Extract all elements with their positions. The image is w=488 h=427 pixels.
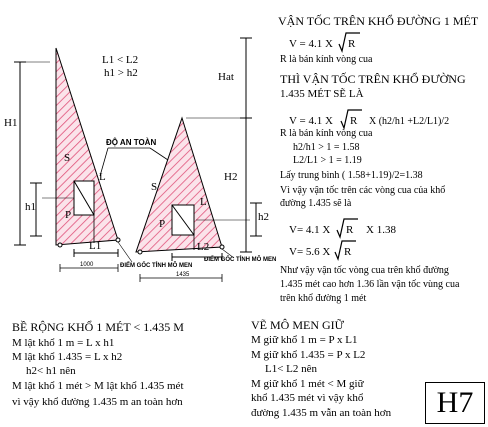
conclusion-2-line-1: Như vậy vận tốc vòng cua trên khổ đường [280,265,449,276]
label-H1: H1 [4,117,18,129]
label-Hat: Hat [218,71,234,83]
formula-3-prefix: V= 4.1 X [289,224,331,236]
formula-3-radicand: R [346,224,354,236]
formula-2-radicand: R [350,115,358,127]
moment-line-4: M giữ khổ 1 mét < M giữ [251,378,364,390]
average-text: Lấy trung bình ( 1.58+1.19)/2=1.38 [280,170,423,181]
conclusion-2-line-3: trên khổ đường 1 mét [280,293,367,304]
label-do-an-toan: ĐỘ AN TOÀN [106,138,157,147]
velocity-title-2-line-2: 1.435 MÉT SẼ LÀ [280,88,364,100]
note-1: R là bán kính vòng cua [280,54,373,65]
condition-line-2: h1 > h2 [104,67,138,79]
velocity-title-2-line-1: THÌ VẬN TỐC TRÊN KHỔ ĐƯỜNG [280,72,466,86]
note-2: R là bán kính vòng cua [280,128,373,139]
formula-2-suffix: X (h2/h1 +L2/L1)/2 [369,116,450,127]
formula-1-prefix: V = 4.1 X [289,38,333,50]
label-H2: H2 [224,171,238,183]
width-line-2: M lật khổ 1.435 = L x h2 [12,351,123,363]
formula-4-radicand: R [344,246,352,258]
formula-4-prefix: V= 5.6 X [289,246,331,258]
label-S-right: S [151,181,158,193]
velocity-title: VẬN TỐC TRÊN KHỔ ĐƯỜNG 1 MÉT [278,14,479,28]
moment-line-3: L1< L2 nên [265,363,318,375]
condition-line-1: L1 < L2 [102,54,139,66]
width-line-3: h2< h1 nên [26,365,76,377]
label-P-left: P [65,209,72,221]
label-L2: L2 [197,241,210,253]
moment-line-5: khổ 1.435 mét vì vậy khổ [251,392,364,404]
width-section-title: BỀ RỘNG KHỔ 1 MÉT < 1.435 M [12,320,184,334]
conclusion-2-line-2: 1.435 mét cao hơn 1.36 lần vận tốc vùng cua [280,279,460,290]
label-pivot-right: ĐIỂM GỐC TỈNH MÔ MEN [204,257,277,263]
moment-line-6: đường 1.435 m vẫn an toàn hơn [251,407,392,419]
moment-line-2: M giữ khổ 1.435 = P x L2 [251,349,366,361]
label-S-left: S [64,152,71,164]
conclusion-1-line-2: đường 1.435 sẽ là [280,198,352,209]
label-L-right: L [200,196,207,208]
width-line-5: vì vậy khổ đường 1.435 m an toàn hơn [12,396,183,408]
left-pivot [116,238,120,242]
label-1435: 1435 [176,272,190,278]
label-L-left: L [99,171,106,183]
formula-1-radicand: R [348,38,356,50]
label-h1: h1 [25,201,36,213]
moment-section-title: VẼ MÔ MEN GIỮ [251,318,344,332]
label-P-right: P [159,218,166,230]
ratio-L: L2/L1 > 1 = 1.19 [293,155,362,166]
width-line-1: M lật khổ 1 m = L x h1 [12,337,115,349]
formula-3-suffix: X 1.38 [366,224,396,236]
label-pivot-left: ĐIỂM GỐC TỈNH MÔ MEN [120,263,193,269]
label-1000: 1000 [80,262,94,268]
conclusion-1-line-1: Vì vậy vận tốc trên các vòng cua của khổ [280,185,446,196]
ratio-h: h2/h1 > 1 = 1.58 [293,142,360,153]
label-L1: L1 [89,240,102,252]
figure-badge: H7 [425,382,485,424]
width-line-4: M lật khổ 1 mét > M lật khổ 1.435 mét [12,380,184,392]
right-pivot [220,245,224,249]
moment-line-1: M giữ khổ 1 m = P x L1 [251,334,358,346]
formula-2-prefix: V = 4.1 X [289,115,333,127]
label-h2: h2 [258,211,269,223]
